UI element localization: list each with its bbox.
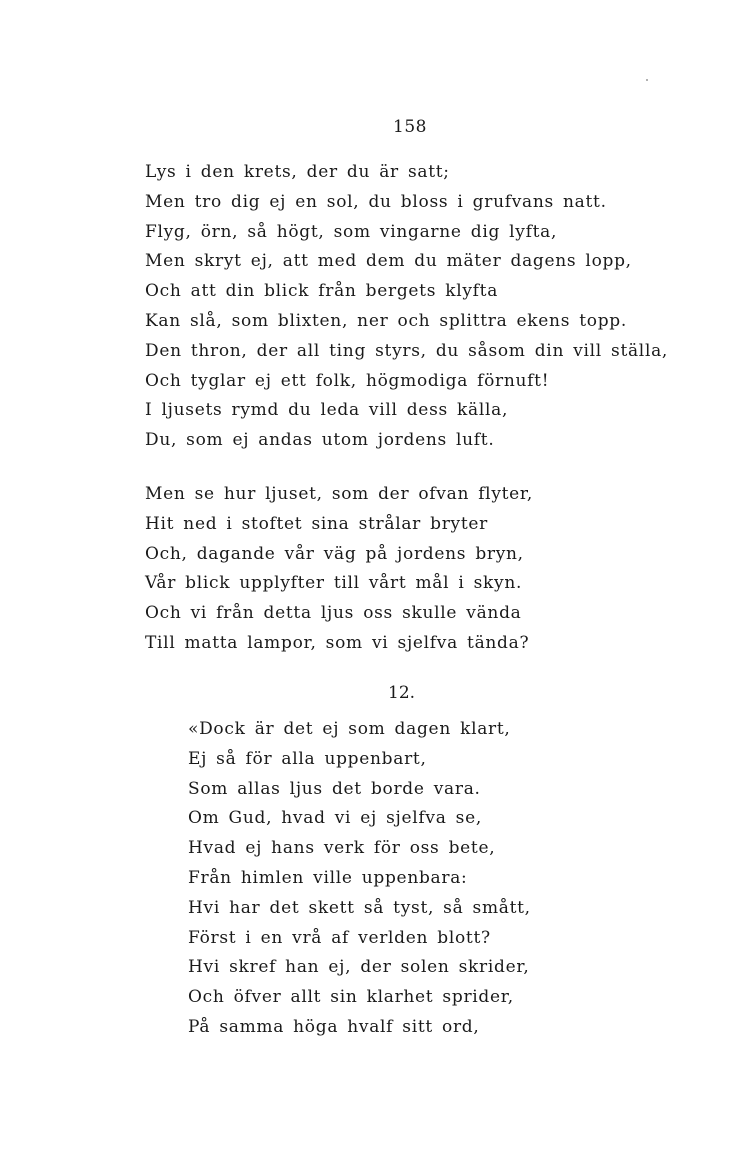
poem-line: Som allas ljus det borde vara. [188,778,481,799]
poem-line: Till matta lampor, som vi sjelfva tända? [145,632,530,653]
poem-line: Och öfver allt sin klarhet sprider, [188,987,514,1008]
poem-line: Och att din blick från bergets klyfta [145,281,499,302]
poem-stanza-2 [145,480,533,659]
poem-line: Vår blick upplyfter till vårt mål i skyn. [145,573,523,594]
poem-line: Flyg, örn, så högt, som vingarne dig lyfta, [145,221,558,242]
poem-line: Hvi har det skett så tyst, så smått, [188,897,531,918]
poem-line: «Dock är det ej som dagen klart, [188,719,511,739]
poem-line: Men tro dig ej en sol, du bloss i grufvans natt. [145,191,607,212]
poem-line: Men skryt ej, att med dem du mäter dagens lopp, [145,251,632,272]
page-number: 158 [393,117,427,137]
poem-line: Och, dagande vår väg på jordens bryn, [145,543,524,564]
poem-line: Ej så för alla uppenbart, [188,748,427,769]
poem-line: Först i en vrå af verlden blott? [188,927,491,948]
poem-line: Och tyglar ej ett folk, högmodiga förnuft! [145,370,550,391]
section-number: 12. [388,683,416,703]
poem-line: Från himlen ville uppenbara: [188,867,468,888]
poem-line: På samma höga hvalf sitt ord, [188,1016,480,1037]
poem-line: Hvad ej hans verk för oss bete, [188,838,496,859]
poem-line: I ljusets rymd du leda vill dess källa, [145,400,509,421]
poem-stanza-1 [145,158,668,456]
poem-line: Du, som ej andas utom jordens luft. [145,430,495,451]
speck-mark [646,79,648,81]
poem-line: Och vi från detta ljus oss skulle vända [145,603,522,624]
poem-line: Kan slå, som blixten, ner och splittra ekens topp. [145,310,627,331]
poem-line: Lys i den krets, der du är satt; [145,162,450,182]
poem-line: Hvi skref han ej, der solen skrider, [188,957,530,978]
poem-line: Men se hur ljuset, som der ofvan flyter, [145,484,533,504]
poem-line: Den thron, der all ting styrs, du såsom din vill ställa, [145,340,669,361]
poem-line: Om Gud, hvad vi ej sjelfva se, [188,808,482,829]
poem-line: Hit ned i stoftet sina strålar bryter [145,513,488,534]
poem-stanza-3 [188,715,531,1043]
